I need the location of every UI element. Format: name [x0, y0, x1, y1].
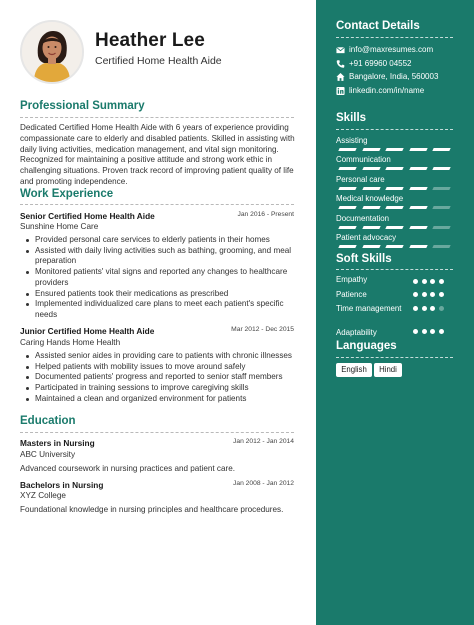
skill-label: Assisting: [336, 136, 368, 145]
phone-icon: [336, 59, 345, 69]
skill-bar-segment: [409, 245, 427, 248]
job-date: Mar 2012 - Dec 2015: [231, 326, 294, 333]
linkedin-text: linkedin.com/in/name: [349, 86, 425, 95]
education-date: Jan 2012 - Jan 2014: [233, 438, 294, 445]
skill-bar-segment: [362, 226, 380, 229]
contact-location: [336, 72, 466, 84]
language-tag: English: [336, 363, 372, 377]
skill-bar-segment: [362, 167, 380, 170]
list-item: Provided personal care services to elderly patients in their homes: [26, 235, 294, 246]
candidate-title: Certified Home Health Aide: [95, 55, 222, 67]
skill-bar-segment: [385, 187, 403, 190]
skill-bar-segment: [432, 148, 450, 151]
rating-dots: [413, 306, 453, 312]
soft-skill-label: Adaptability: [336, 328, 377, 337]
section-divider: [336, 37, 453, 38]
school-name: XYZ College: [20, 491, 66, 500]
rating-dot: [422, 279, 427, 284]
skill-label: Personal care: [336, 175, 385, 184]
skill-bar-segment: [432, 226, 450, 229]
section-divider: [336, 129, 453, 130]
skill-bar: [336, 167, 453, 170]
soft-skill-label: Time management: [336, 304, 402, 313]
skill-label: Communication: [336, 155, 391, 164]
skill-bar-segment: [338, 148, 356, 151]
resume-sidebar: [316, 0, 474, 625]
skill-bar-segment: [385, 226, 403, 229]
job-title: Junior Certified Home Health Aide: [20, 326, 155, 336]
skill-label: Medical knowledge: [336, 194, 404, 203]
rating-dot: [430, 306, 435, 311]
education-heading: Education: [20, 415, 76, 427]
contact-heading: Contact Details: [336, 20, 420, 32]
degree-title: Masters in Nursing: [20, 438, 95, 448]
skill-bar: [336, 148, 453, 151]
skill-bar-segment: [362, 148, 380, 151]
rating-dot: [430, 329, 435, 334]
skill-bar-segment: [338, 226, 356, 229]
rating-dot: [413, 292, 418, 297]
skill-bar: [336, 206, 453, 209]
soft-skill-label: Empathy: [336, 275, 368, 284]
skill-bar-segment: [338, 167, 356, 170]
section-divider: [336, 357, 453, 358]
section-divider: [336, 269, 453, 270]
rating-dot: [439, 306, 444, 311]
soft-skills-heading: Soft Skills: [336, 253, 392, 265]
email-text: info@maxresumes.com: [349, 45, 434, 54]
skill-bar-segment: [362, 206, 380, 209]
mail-icon: [336, 45, 345, 55]
skill-bar-segment: [409, 187, 427, 190]
skill-bar: [336, 187, 453, 190]
skill-bar-segment: [338, 245, 356, 248]
rating-dot: [422, 329, 427, 334]
rating-dot: [413, 279, 418, 284]
summary-text: Dedicated Certified Home Health Aide with 6 years of experience providing compassionate care to elderly and disabled patients. Skilled in assisting with daily living activities, medication management, and vital sign monitoring. Recognized for maintaining a positive attitude and strong work ethic in challenging situations. Proven track record of improving patient quality of life and promoting independence.: [20, 123, 295, 186]
contact-email[interactable]: [336, 45, 466, 57]
school-name: ABC University: [20, 450, 76, 459]
location-icon: [336, 72, 345, 82]
contact-phone[interactable]: [336, 59, 466, 71]
skill-bar-segment: [432, 187, 450, 190]
skill-bar-segment: [409, 148, 427, 151]
summary-heading: Professional Summary: [20, 100, 145, 112]
skill-bar-segment: [432, 206, 450, 209]
education-description: Foundational knowledge in nursing principles and healthcare procedures.: [20, 505, 284, 514]
skill-bar-segment: [385, 167, 403, 170]
skill-bar-segment: [432, 245, 450, 248]
job-date: Jan 2016 - Present: [237, 211, 294, 218]
rating-dot: [413, 329, 418, 334]
skill-bar: [336, 245, 453, 248]
skill-bar-segment: [385, 148, 403, 151]
skill-bar-segment: [338, 206, 356, 209]
education-description: Advanced coursework in nursing practices and patient care.: [20, 464, 235, 473]
rating-dot: [422, 292, 427, 297]
phone-text: +91 69960 04552: [349, 59, 412, 68]
resume-header: [20, 20, 310, 86]
section-divider: [20, 117, 294, 118]
skill-label: Patient advocacy: [336, 233, 397, 242]
rating-dot: [439, 329, 444, 334]
candidate-name: Heather Lee: [95, 30, 205, 51]
rating-dots: [413, 329, 453, 335]
skill-bar-segment: [409, 167, 427, 170]
list-item: Helped patients with mobility issues to move around safely: [26, 362, 294, 373]
degree-title: Bachelors in Nursing: [20, 480, 104, 490]
list-item: Monitored patients' vital signs and reported any changes to healthcare providers: [26, 267, 294, 288]
rating-dots: [413, 279, 453, 285]
skill-bar-segment: [362, 245, 380, 248]
avatar: [20, 20, 84, 84]
contact-linkedin[interactable]: [336, 86, 466, 98]
section-divider: [20, 204, 294, 205]
job-bullets: [26, 235, 294, 321]
rating-dot: [413, 306, 418, 311]
job-organization: Sunshine Home Care: [20, 222, 99, 231]
rating-dots: [413, 292, 453, 298]
skill-bar-segment: [409, 226, 427, 229]
list-item: Implemented individualized care plans to meet each patient's specific needs: [26, 299, 294, 320]
job-organization: Caring Hands Home Health: [20, 338, 121, 347]
linkedin-icon: [336, 86, 345, 96]
list-item: Ensured patients took their medications as prescribed: [26, 289, 294, 300]
rating-dot: [422, 306, 427, 311]
languages-heading: Languages: [336, 340, 397, 352]
rating-dot: [439, 279, 444, 284]
education-date: Jan 2008 - Jan 2012: [233, 480, 294, 487]
skill-bar-segment: [362, 187, 380, 190]
experience-heading: Work Experience: [20, 188, 114, 200]
skill-bar-segment: [409, 206, 427, 209]
skill-bar-segment: [432, 167, 450, 170]
list-item: Maintained a clean and organized environment for patients: [26, 394, 294, 405]
language-tag: Hindi: [374, 363, 402, 377]
skill-bar: [336, 226, 453, 229]
list-item: Assisted with daily living activities such as bathing, grooming, and meal preparation: [26, 246, 294, 267]
location-text: Bangalore, India, 560003: [349, 72, 439, 81]
rating-dot: [430, 279, 435, 284]
skill-bar-segment: [385, 206, 403, 209]
skills-heading: Skills: [336, 112, 367, 124]
list-item: Participated in training sessions to improve caregiving skills: [26, 383, 294, 394]
list-item: Documented patients' progress and reported to senior staff members: [26, 372, 294, 383]
rating-dot: [439, 292, 444, 297]
job-bullets: [26, 351, 294, 405]
rating-dot: [430, 292, 435, 297]
section-divider: [20, 432, 294, 433]
skill-label: Documentation: [336, 214, 390, 223]
job-title: Senior Certified Home Health Aide: [20, 211, 155, 221]
skill-bar-segment: [338, 187, 356, 190]
skill-bar-segment: [385, 245, 403, 248]
profile-photo: [22, 22, 82, 82]
list-item: Assisted senior aides in providing care to patients with chronic illnesses: [26, 351, 294, 362]
soft-skill-label: Patience: [336, 290, 367, 299]
